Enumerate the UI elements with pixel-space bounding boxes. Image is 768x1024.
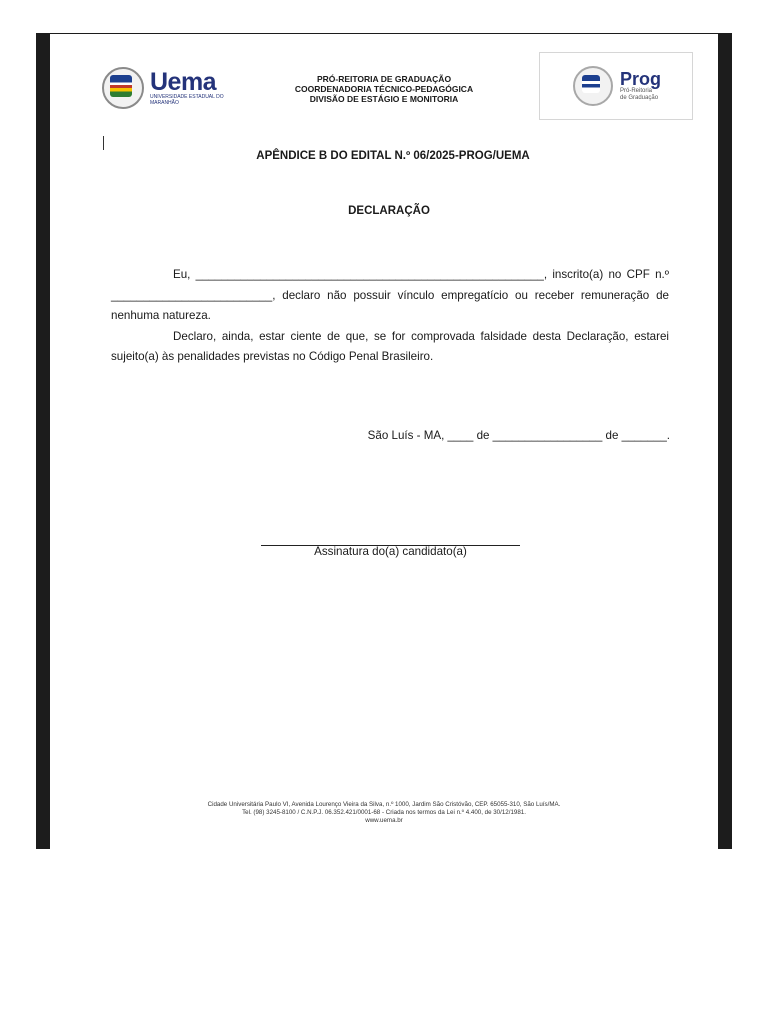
footer-address — [150, 801, 618, 825]
footer-line-1: Cidade Universitária Paulo VI, Avenida Lourenço Vieira da Silva, n.º 1000, Jardim São Cristóvão, CEP. 65055-310, São Luís/MA. — [207, 801, 561, 808]
text-cursor — [103, 136, 104, 150]
uema-seal-icon — [102, 67, 144, 109]
document-page — [50, 34, 718, 849]
document-subtitle: DECLARAÇÃO — [348, 205, 430, 217]
declaration-paragraph-2: Declaro, ainda, estar ciente de que, se for comprovada falsidade desta Declaração, estarei sujeito(a) às penalidades previstas no Código Penal Brasileiro. — [111, 329, 669, 363]
prog-logo-name: Prog — [620, 69, 662, 89]
prog-logo-subtitle-2: de Graduação — [620, 95, 659, 101]
header-line-2: COORDENADORIA TÉCNICO-PEDAGÓGICA — [294, 84, 474, 94]
footer-line-2: Tel. (98) 3245-8100 / C.N.P.J. 06.352.421/0001-68 - Criada nos termos da Lei n.º 4.400, de 30/12/1981. — [242, 809, 526, 816]
uema-logo — [102, 65, 232, 111]
prog-logo — [539, 52, 693, 120]
declaration-body — [111, 265, 669, 368]
viewer-frame-left — [36, 34, 50, 849]
prog-seal-icon — [573, 66, 613, 106]
document-title: APÊNDICE B DO EDITAL N.º 06/2025-PROG/UEMA — [256, 150, 530, 162]
footer-line-3: www.uema.br — [365, 817, 403, 824]
uema-logo-subtitle: UNIVERSIDADE ESTADUAL DO MARANHÃO — [150, 94, 224, 106]
signature-label: Assinatura do(a) candidato(a) — [314, 545, 467, 558]
prog-logo-subtitle-1: Pró-Reitoria — [620, 88, 653, 94]
header-institution — [270, 74, 498, 104]
place-date-line: São Luís - MA, ____ de _________________ de _______. — [367, 429, 670, 442]
uema-logo-name: Uema — [150, 68, 217, 96]
header-line-3: DIVISÃO DE ESTÁGIO E MONITORIA — [309, 94, 459, 104]
declaration-paragraph-1: Eu, ______________________________________________________, inscrito(a) no CPF n.º _________________________, declaro não possuir vínculo empregatício ou receber remuneração de nenhuma natureza. — [111, 268, 669, 322]
header-line-1: PRÓ-REITORIA DE GRADUAÇÃO — [316, 74, 452, 84]
